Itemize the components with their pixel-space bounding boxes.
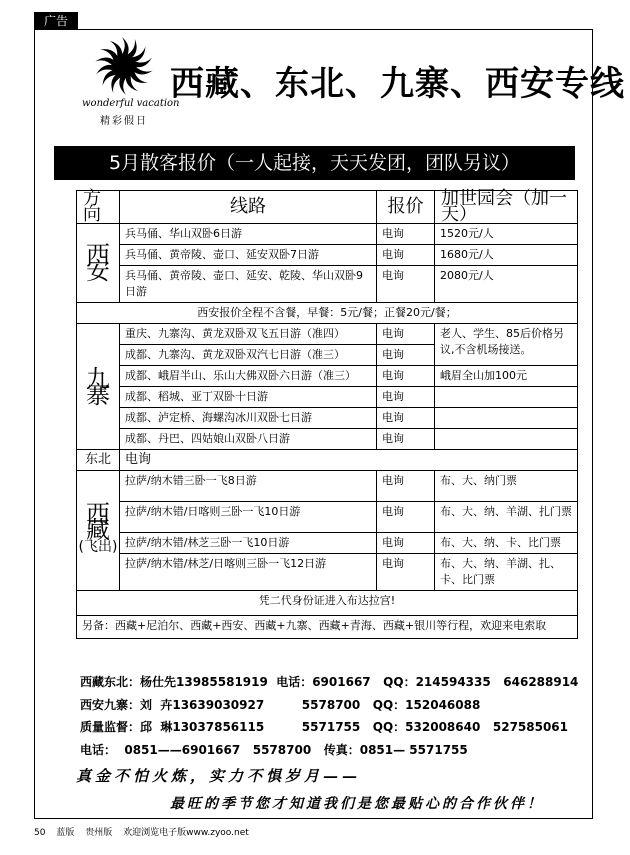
price-cell: 电询 [377,429,435,450]
price-cell: 电询 [377,408,435,429]
direction-jiuzhai: 九寨 [77,324,120,450]
table-row [77,387,578,408]
region-label: 贵州版 [85,828,113,838]
route-cell: 兵马俑、黄帝陵、壶口、延安、乾陵、华山双卧9日游 [120,266,377,303]
contact-line: 质量监督：邱 琳13037856115 5571755 QQ：532008640 527585061 [80,720,569,734]
extra-cell: 布、大、纳门票 [435,471,578,502]
route-cell: 拉萨/纳木错/林芝/日喀则三卧一飞12日游 [120,554,377,591]
table-row [77,266,578,303]
table-row [77,450,578,471]
xizang-label: 西藏 [86,499,110,544]
table-row [77,554,578,591]
contact-line: 西安九寨：刘 卉13639030927 5578700 QQ：152046088 [80,697,481,712]
price-cell: 电询 [377,345,435,366]
table-row [77,408,578,429]
header-price: 报价 [377,191,435,224]
extra-cell: 峨眉全山加100元 [435,366,578,387]
table-row [77,616,578,639]
route-cell: 成都、稻城、亚丁双卧十日游 [120,387,377,408]
extra-cell: 2080元/人 [435,266,578,303]
headline: 西藏、东北、九寨、西安专线 [170,64,625,104]
route-cell: 拉萨/纳木错三卧一飞8日游 [120,471,377,502]
table-row [77,224,578,245]
table-header-row [77,191,578,224]
page-number: 50 [34,828,46,838]
price-cell: 电询 [377,324,435,345]
table-row [77,303,578,324]
page-footer [34,825,257,838]
remarks: 另备：西藏+尼泊尔、西藏+西安、西藏+九寨、西藏+青海、西藏+银川等行程，欢迎来电索取 [77,616,578,639]
table-row [77,245,578,266]
price-cell: 电询 [377,366,435,387]
ad-tag: 广告 [34,12,78,30]
route-cell: 拉萨/纳木错/林芝三卧一飞10日游 [120,533,377,554]
extra-cell: 布、大、纳、羊湖、扎、卡、比门票 [435,554,578,591]
direction-dongbei: 东北 [77,450,120,471]
extra-cell: 布、大、纳、羊湖、扎门票 [435,502,578,533]
route-cell: 成都、丹巴、四姑娘山双卧八日游 [120,429,377,450]
slogan-line-1: 真金不怕火炼，实力不惧岁月—— [76,767,362,785]
logo-english: wonderful vacation [82,98,180,109]
table-row [77,471,578,502]
price-cell: 电询 [377,471,435,502]
route-cell: 成都、泸定桥、海螺沟冰川双卧七日游 [120,408,377,429]
price-cell: 电询 [377,554,435,591]
extra-cell: 1680元/人 [435,245,578,266]
route-cell: 成都、峨眉半山、乐山大佛双卧六日游（准三） [120,366,377,387]
table-row [77,324,578,345]
contact-block [80,671,578,761]
table-row [77,429,578,450]
slogan-line-2: 最旺的季节您才知道我们是您最贴心的合作伙伴！ [170,796,544,812]
price-cell: 电询 [377,533,435,554]
header-direction: 方向 [77,191,120,224]
extra-cell: 老人、学生、85后价格另议,不含机场接送。 [435,324,578,366]
route-cell: 兵马俑、黄帝陵、壶口、延安双卧7日游 [120,245,377,266]
price-banner: 5月散客报价（一人起接，天天发团，团队另议） [54,146,575,180]
price-cell: 电询 [377,224,435,245]
header-route: 线路 [120,191,377,224]
direction-xian: 西安 [77,224,120,303]
table-row [77,366,578,387]
extra-cell [435,429,578,450]
table-row [77,533,578,554]
price-cell: 电询 [377,502,435,533]
xian-meal-note: 西安报价全程不含餐，早餐：5元/餐；正餐20元/餐； [77,303,578,324]
sun-logo-icon [88,36,160,96]
route-cell: 成都、九寨沟、黄龙双卧双汽七日游（准三） [120,345,377,366]
extra-cell [435,408,578,429]
logo [82,36,180,130]
price-cell: 电询 [377,387,435,408]
id-card-note: 凭二代身份证进入布达拉宫! [77,591,578,616]
price-cell: 电询 [377,245,435,266]
edition-label: 蓝版 [56,828,75,838]
table-row [77,591,578,616]
route-cell: 兵马俑、华山双卧6日游 [120,224,377,245]
contact-line: 电话： 0851——6901667 5578700 传真：0851— 5571755 [80,742,468,757]
logo-chinese: 精彩假日 [100,116,148,127]
route-cell: 重庆、九寨沟、黄龙双卧双飞五日游（准四） [120,324,377,345]
header-extra: 加世园会（加一天） [435,191,578,224]
extra-cell: 布、大、纳、卡、比门票 [435,533,578,554]
extra-cell [435,387,578,408]
price-table [76,190,578,639]
xizang-sublabel: (飞出) [78,538,118,555]
direction-xizang [77,471,120,591]
price-cell: 电询 [377,266,435,303]
website-text: 欢迎浏览电子版www.zyoo.net [123,828,249,838]
extra-cell: 1520元/人 [435,224,578,245]
table-row [77,502,578,533]
dongbei-price: 电询 [120,450,578,471]
route-cell: 拉萨/纳木错/日喀则三卧一飞10日游 [120,502,377,533]
contact-line: 西藏东北：杨仕先13985581919 电话：6901667 QQ：214594335 646288914 [80,675,579,689]
